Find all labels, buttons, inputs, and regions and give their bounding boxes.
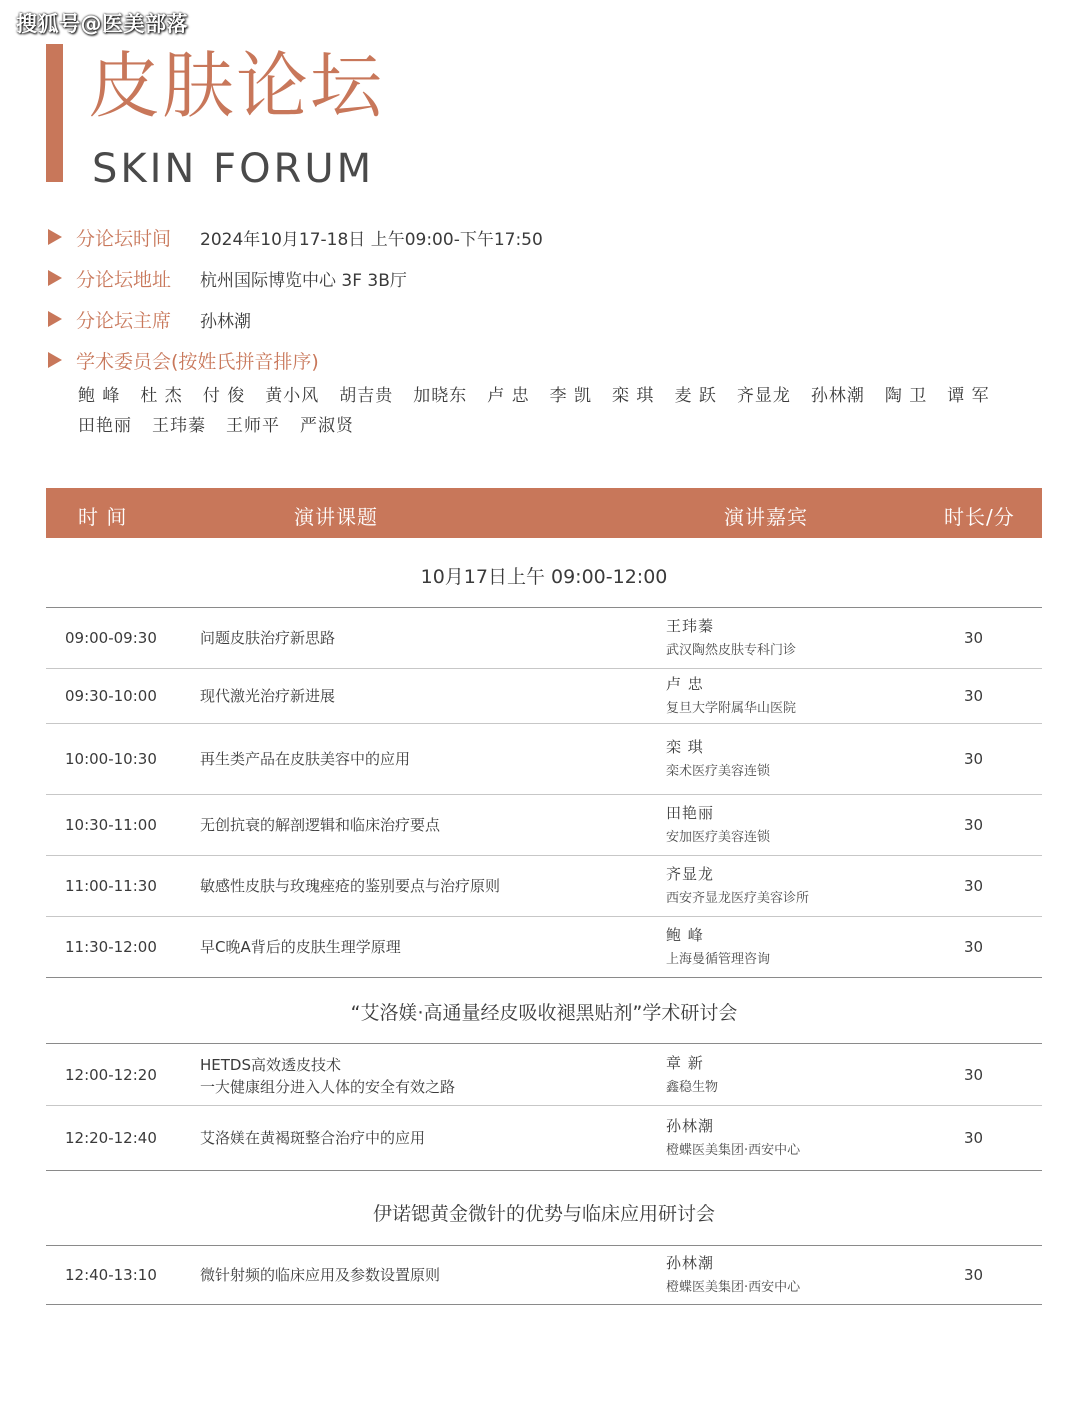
page-subtitle: SKIN FORUM xyxy=(92,146,375,192)
row-topic: 早C晚A背后的皮肤生理学原理 xyxy=(200,938,401,956)
committee-member: 麦 跃 xyxy=(674,385,717,406)
table-row xyxy=(46,795,1042,855)
row-duration: 30 xyxy=(964,629,984,647)
table-row xyxy=(46,608,1042,668)
row-duration: 30 xyxy=(964,750,984,768)
committee-member: 栾 琪 xyxy=(612,385,655,406)
info-row-chair xyxy=(46,304,251,334)
row-divider xyxy=(46,977,1042,978)
section-title: 伊诺锶黄金微针的优势与临床应用研讨会 xyxy=(372,1203,715,1225)
table-row xyxy=(46,1106,1042,1170)
committee-member: 黄小风 xyxy=(265,385,320,406)
triangle-bullet-icon xyxy=(48,229,62,245)
committee-label: 学术委员会(按姓氏拼音排序) xyxy=(76,350,319,373)
row-duration: 30 xyxy=(964,816,984,834)
committee-member: 王师平 xyxy=(226,415,280,436)
row-duration: 30 xyxy=(964,877,984,895)
row-duration: 30 xyxy=(964,1066,984,1084)
committee-member: 胡吉贵 xyxy=(339,385,394,406)
committee-member: 田艳丽 xyxy=(78,415,132,436)
row-duration: 30 xyxy=(964,687,984,705)
info-row-location xyxy=(46,263,407,293)
row-topic: 现代激光治疗新进展 xyxy=(200,687,336,705)
row-divider xyxy=(46,1170,1042,1171)
info-value: 杭州国际博览中心 3F 3B厅 xyxy=(200,270,407,291)
committee-member: 李 凯 xyxy=(549,385,593,406)
row-topic: 微针射频的临床应用及参数设置原则 xyxy=(200,1266,441,1284)
row-duration: 30 xyxy=(964,1266,984,1284)
info-value: 2024年10月17-18日 上午09:00-下午17:50 xyxy=(200,229,543,250)
row-topic: 问题皮肤治疗新思路 xyxy=(200,629,336,647)
info-label: 分论坛地址 xyxy=(76,268,172,291)
table-row xyxy=(46,724,1042,794)
committee-members xyxy=(78,378,998,438)
committee-member: 卢 忠 xyxy=(487,385,530,406)
committee-member: 陶 卫 xyxy=(884,385,928,406)
table-row xyxy=(46,917,1042,977)
row-time: 11:30-12:00 xyxy=(65,938,157,956)
row-speaker-org: 武汉陶然皮肤专科门诊 xyxy=(666,643,797,658)
row-time: 12:40-13:10 xyxy=(65,1266,157,1284)
row-speaker-org: 鑫稳生物 xyxy=(666,1080,719,1095)
row-speaker-org: 西安齐显龙医疗美容诊所 xyxy=(666,891,810,906)
committee-member: 孙林潮 xyxy=(810,385,865,406)
row-speaker-name: 齐显龙 xyxy=(666,865,715,883)
row-topic: 无创抗衰的解剖逻辑和临床治疗要点 xyxy=(200,816,441,834)
info-value: 孙林潮 xyxy=(200,311,251,332)
info-label: 分论坛时间 xyxy=(76,227,172,250)
row-speaker-name: 章 新 xyxy=(666,1054,704,1072)
row-divider xyxy=(46,1304,1042,1305)
row-speaker-org: 安加医疗美容连锁 xyxy=(666,830,771,845)
triangle-bullet-icon xyxy=(48,270,62,286)
table-row xyxy=(46,856,1042,916)
row-topic-line2: 一大健康组分进入人体的安全有效之路 xyxy=(200,1078,456,1096)
row-speaker-name: 王玮蓁 xyxy=(666,617,715,635)
committee-line-2 xyxy=(78,408,998,438)
row-speaker-name: 栾 琪 xyxy=(666,738,704,756)
page-title: 皮肤论坛 xyxy=(88,44,385,128)
triangle-bullet-icon xyxy=(48,311,62,327)
row-speaker-name: 鲍 峰 xyxy=(666,926,704,944)
row-topic: 敏感性皮肤与玫瑰痤疮的鉴别要点与治疗原则 xyxy=(200,877,501,895)
row-duration: 30 xyxy=(964,1129,984,1147)
committee-member: 加晓东 xyxy=(413,385,468,406)
row-speaker-name: 田艳丽 xyxy=(666,804,715,822)
header-duration: 时长/分 xyxy=(944,505,1015,529)
title-accent-bar xyxy=(46,44,63,182)
header-topic: 演讲课题 xyxy=(294,505,378,529)
row-time: 09:00-09:30 xyxy=(65,629,157,647)
committee-member: 付 俊 xyxy=(202,385,246,406)
row-duration: 30 xyxy=(964,938,984,956)
row-speaker-org: 复旦大学附属华山医院 xyxy=(666,701,797,716)
committee-member: 杜 杰 xyxy=(140,385,183,406)
info-row-committee xyxy=(46,345,319,375)
row-time: 11:00-11:30 xyxy=(65,877,157,895)
row-speaker-org: 栾术医疗美容连锁 xyxy=(666,764,771,779)
header-time: 时 间 xyxy=(78,505,128,529)
committee-line-1 xyxy=(78,378,998,408)
row-time: 12:00-12:20 xyxy=(65,1066,157,1084)
row-speaker-org: 橙蝶医美集团·西安中心 xyxy=(666,1143,801,1158)
schedule-table-header xyxy=(46,488,1042,538)
table-row xyxy=(46,1246,1042,1304)
row-speaker-name: 孙林潮 xyxy=(666,1254,715,1272)
table-row xyxy=(46,669,1042,723)
committee-member: 鲍 峰 xyxy=(78,385,121,406)
info-label: 分论坛主席 xyxy=(76,309,172,332)
row-time: 09:30-10:00 xyxy=(65,687,157,705)
row-speaker-name: 卢 忠 xyxy=(666,675,704,693)
row-topic: 艾洛媄在黄褐斑整合治疗中的应用 xyxy=(200,1129,426,1147)
row-speaker-org: 橙蝶医美集团·西安中心 xyxy=(666,1280,801,1295)
triangle-bullet-icon xyxy=(48,352,62,368)
row-time: 12:20-12:40 xyxy=(65,1129,157,1147)
committee-member: 王玮蓁 xyxy=(152,415,206,436)
watermark: 搜狐号@医美部落 xyxy=(16,12,188,36)
row-topic: 再生类产品在皮肤美容中的应用 xyxy=(200,750,411,768)
section-title: “艾洛媄·高通量经皮吸收褪黑贴剂”学术研讨会 xyxy=(350,1002,738,1024)
row-topic: HETDS高效透皮技术 xyxy=(200,1056,341,1074)
row-time: 10:00-10:30 xyxy=(65,750,157,768)
committee-member: 严淑贤 xyxy=(300,415,354,436)
row-time: 10:30-11:00 xyxy=(65,816,157,834)
header-speaker: 演讲嘉宾 xyxy=(724,505,808,529)
committee-member: 齐显龙 xyxy=(736,385,791,406)
row-speaker-org: 上海曼循管理咨询 xyxy=(666,952,771,967)
table-row xyxy=(46,1044,1042,1105)
row-speaker-name: 孙林潮 xyxy=(666,1117,715,1135)
section-title: 10月17日上午 09:00-12:00 xyxy=(420,566,668,588)
info-row-time xyxy=(46,222,543,252)
committee-member: 谭 军 xyxy=(947,385,990,406)
